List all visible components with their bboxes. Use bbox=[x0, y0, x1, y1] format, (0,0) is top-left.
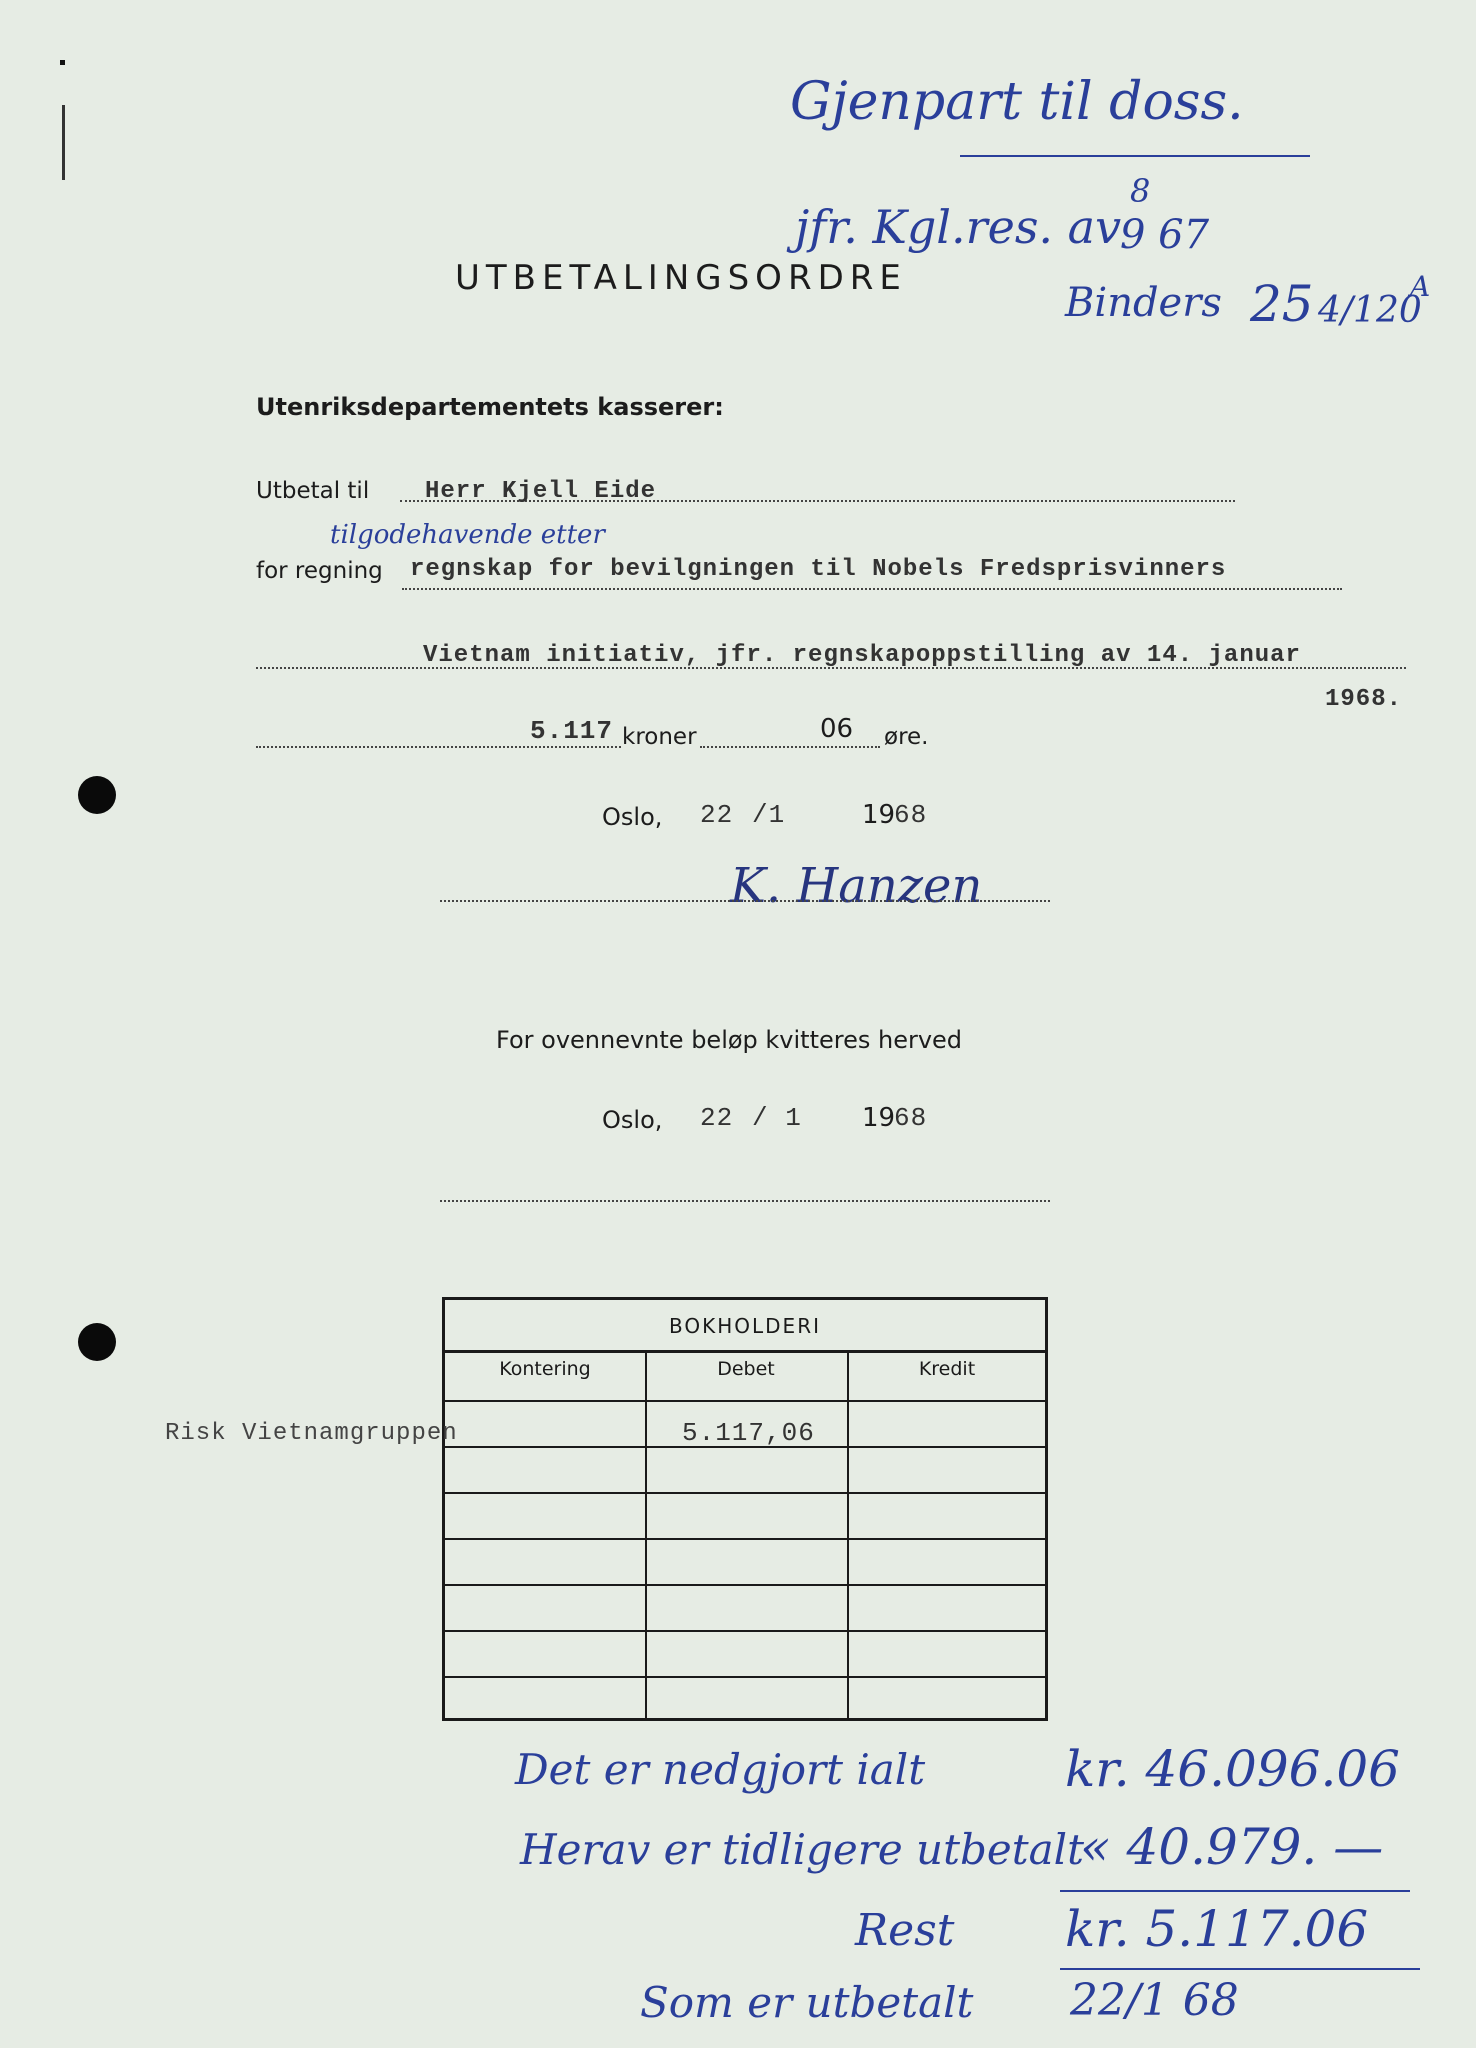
signature: K. Hanzen bbox=[730, 858, 983, 914]
punch-hole-bottom bbox=[78, 1323, 116, 1361]
date-month-2: / 1 bbox=[752, 1103, 802, 1133]
date-year-suffix-2: 68 bbox=[894, 1103, 928, 1133]
footer-total-rule bbox=[1060, 1968, 1420, 1970]
handwritten-underline bbox=[960, 155, 1310, 157]
margin-mark-line bbox=[62, 105, 65, 180]
account-line-3: 1968. bbox=[1325, 686, 1403, 713]
handwritten-copy-note: Gjenpart til doss. bbox=[790, 72, 1244, 132]
receipt-text: For ovennevnte beløp kvitteres herved bbox=[496, 1026, 963, 1054]
ledger-col-kontering: Kontering bbox=[499, 1358, 591, 1380]
ledger-col-divider bbox=[645, 1353, 647, 1718]
handwritten-account-insert: tilgodehavende etter bbox=[330, 520, 605, 550]
kroner-dotted-line bbox=[256, 746, 621, 748]
date-day-2: 22 bbox=[700, 1103, 734, 1133]
ledger-entry-account: Risk Vietnamgruppen bbox=[165, 1420, 458, 1447]
date-year-prefix-1: 19 bbox=[862, 800, 896, 830]
receipt-signature-dotted-line bbox=[440, 1200, 1050, 1202]
account-line-1: regnskap for bevilgningen til Nobels Fredsprisvinners bbox=[410, 556, 1227, 583]
signature-dotted-line bbox=[440, 900, 1050, 902]
pay-to-label: Utbetal til bbox=[256, 478, 370, 504]
place-label-1: Oslo, bbox=[602, 803, 663, 831]
footer-line-1-amount: kr. 46.096.06 bbox=[1065, 1740, 1400, 1798]
footer-line-3-amount: kr. 5.117.06 bbox=[1065, 1900, 1369, 1958]
ore-dotted-line bbox=[700, 746, 880, 748]
form-title: UTBETALINGSORDRE bbox=[455, 258, 907, 298]
ore-label: øre. bbox=[884, 724, 929, 750]
ledger-row-line bbox=[445, 1630, 1045, 1632]
footer-line-2-amount: « 40.979. — bbox=[1080, 1818, 1384, 1876]
handwritten-binder-fraction: 4/120 bbox=[1318, 290, 1422, 331]
amount-ore: 06 bbox=[820, 714, 854, 744]
ledger-col-debet: Debet bbox=[717, 1358, 775, 1380]
ledger-row-line bbox=[445, 1400, 1045, 1402]
ledger-row-line bbox=[445, 1584, 1045, 1586]
place-label-2: Oslo, bbox=[602, 1106, 663, 1134]
punch-hole-top bbox=[78, 776, 116, 814]
footer-line-4-date: 22/1 68 bbox=[1070, 1975, 1239, 2026]
handwritten-ref-numerator: 8 bbox=[1130, 172, 1151, 210]
ledger-row-line bbox=[445, 1492, 1045, 1494]
handwritten-ref-denominator: 9 67 bbox=[1120, 212, 1210, 258]
date-month-1: /1 bbox=[752, 800, 786, 830]
margin-mark bbox=[60, 60, 65, 65]
ledger-entry-debet: 5.117,06 bbox=[682, 1418, 815, 1448]
amount-kroner: 5.117 bbox=[530, 716, 614, 746]
ledger-col-kredit: Kredit bbox=[918, 1358, 976, 1380]
kroner-label: kroner bbox=[622, 724, 697, 750]
cashier-heading: Utenriksdepartementets kasserer: bbox=[256, 393, 724, 421]
pay-to-value: Herr Kjell Eide bbox=[425, 478, 657, 505]
footer-line-2-text: Herav er tidligere utbetalt bbox=[520, 1825, 1084, 1874]
ledger-row-line bbox=[445, 1676, 1045, 1678]
ledger-heading: BOKHOLDERI bbox=[445, 1300, 1045, 1353]
date-year-suffix-1: 68 bbox=[894, 800, 928, 830]
handwritten-binder-suffix: A bbox=[1410, 270, 1431, 303]
footer-line-1-text: Det er nedgjort ialt bbox=[515, 1745, 926, 1794]
footer-line-4-text: Som er utbetalt bbox=[640, 1978, 974, 2027]
ledger-row-line bbox=[445, 1538, 1045, 1540]
handwritten-binder-label: Binders bbox=[1065, 280, 1222, 326]
footer-sum-rule bbox=[1060, 1890, 1410, 1892]
ledger-table bbox=[442, 1297, 1048, 1721]
for-account-label: for regning bbox=[256, 558, 383, 584]
ledger-col-divider bbox=[847, 1353, 849, 1718]
account-dotted-line-1 bbox=[402, 588, 1342, 590]
footer-line-3-text: Rest bbox=[855, 1905, 955, 1956]
account-line-2: Vietnam initiativ, jfr. regnskapoppstilling av 14. januar bbox=[423, 642, 1301, 669]
date-day-1: 22 bbox=[700, 800, 734, 830]
date-year-prefix-2: 19 bbox=[862, 1103, 896, 1133]
handwritten-reference: jfr. Kgl.res. av bbox=[795, 200, 1122, 254]
handwritten-binder-number: 25 bbox=[1250, 275, 1314, 333]
